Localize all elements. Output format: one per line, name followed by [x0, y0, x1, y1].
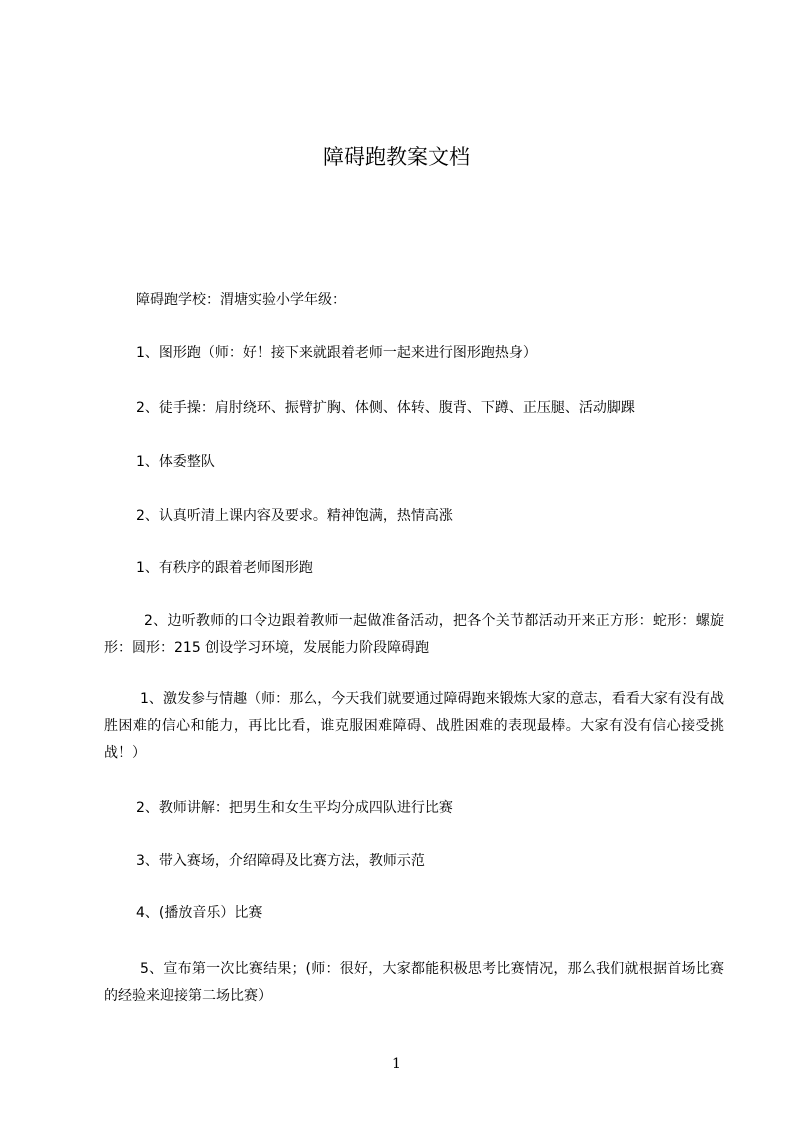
page-number: 1: [392, 1056, 401, 1072]
paragraph-line-up: 1、体委整队: [136, 454, 215, 470]
paragraph-motivation: 1、激发参与情趣（师：那么，今天我们就要通过障碍跑来锻炼大家的意志，看看大家有没有战胜困难的信心和能力，再比比看，谁克服困难障碍、战胜困难的表现最棒。大家有没有信心接受挑战！）: [104, 691, 724, 761]
paragraph-enter-field: 3、带入赛场，介绍障碍及比赛方法，教师示范: [136, 853, 425, 869]
paragraph-orderly-run: 1、有秩序的跟着老师图形跑: [136, 560, 313, 576]
paragraph-teacher-explain: 2、教师讲解：把男生和女生平均分成四队进行比赛: [136, 800, 453, 816]
paragraph-music-race: 4、(播放音乐）比赛: [136, 905, 263, 921]
paragraph-freehand-exercise: 2、徒手操：肩肘绕环、振臂扩胸、体侧、体转、腹背、下蹲、正压腿、活动脚踝: [136, 400, 635, 416]
paragraph-results: 5、宣布第一次比赛结果；(师：很好，大家都能积极思考比赛情况，那么我们就根据首场比赛的经验来迎接第二场比赛）: [104, 961, 724, 1004]
paragraph-school: 障碍跑学校：渭塘实验小学年级：: [136, 292, 346, 308]
paragraph-warmup-activity: 2、边听教师的口令边跟着教师一起做准备活动，把各个关节都活动开来正方形：蛇形：螺旋形：圆形：215 创设学习环境，发展能力阶段障碍跑: [104, 613, 724, 656]
paragraph-shape-run: 1、图形跑（师：好！接下来就跟着老师一起来进行图形跑热身）: [136, 345, 537, 361]
paragraph-listen: 2、认真听清上课内容及要求。精神饱满，热情高涨: [136, 508, 453, 524]
document-title: 障碍跑教案文档: [323, 145, 470, 169]
